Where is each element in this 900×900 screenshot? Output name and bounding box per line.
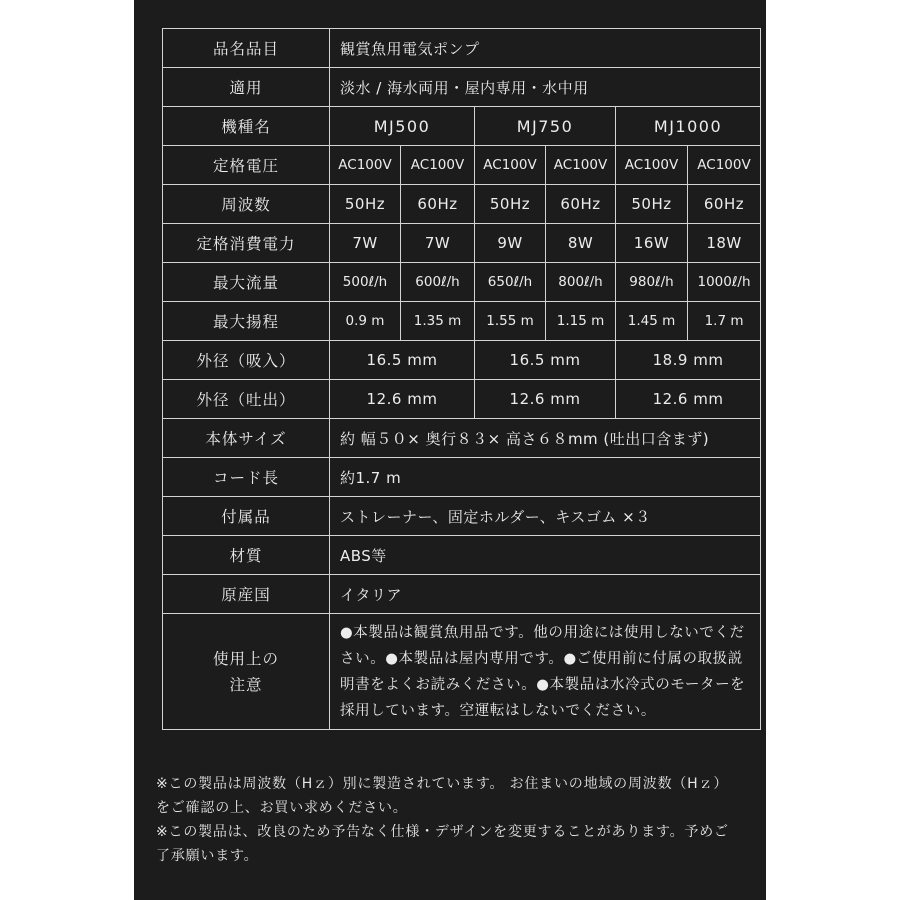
model-name: MJ750 — [475, 107, 616, 146]
max-head-cell: 1.15 m — [546, 302, 616, 341]
row-material — [163, 536, 761, 575]
max-head-cell: 0.9 m — [330, 302, 401, 341]
model-name: MJ500 — [330, 107, 475, 146]
row-usage — [163, 68, 761, 107]
label-max-head: 最大揚程 — [163, 302, 330, 341]
max-flow-cell: 980ℓ/h — [616, 263, 688, 302]
row-outer-diameter-outlet — [163, 380, 761, 419]
value-usage: 淡水 / 海水両用・屋内専用・水中用 — [330, 68, 761, 107]
row-power — [163, 224, 761, 263]
frequency-cell: 60Hz — [546, 185, 616, 224]
max-flow-cell: 500ℓ/h — [330, 263, 401, 302]
label-precautions — [163, 614, 330, 730]
footnotes — [156, 772, 736, 868]
row-body-size — [163, 419, 761, 458]
row-accessories — [163, 497, 761, 536]
power-cell: 7W — [401, 224, 475, 263]
row-origin — [163, 575, 761, 614]
label-frequency: 周波数 — [163, 185, 330, 224]
label-power: 定格消費電力 — [163, 224, 330, 263]
voltage-cell: AC100V — [475, 146, 546, 185]
row-frequency — [163, 185, 761, 224]
max-flow-cell: 1000ℓ/h — [688, 263, 761, 302]
row-precautions — [163, 614, 761, 730]
value-precautions: ●本製品は観賞魚用品です。他の用途には使用しないでください。●本製品は屋内専用です。●ご使用前に付属の取扱説明書をよくお読みください。●本製品は水冷式のモーターを採用しています。空運転はしないでください。 — [330, 614, 761, 730]
max-head-cell: 1.45 m — [616, 302, 688, 341]
max-flow-cell: 650ℓ/h — [475, 263, 546, 302]
label-outer-diameter-intake: 外径（吸入） — [163, 341, 330, 380]
voltage-cell: AC100V — [330, 146, 401, 185]
label-outer-diameter-outlet: 外径（吐出） — [163, 380, 330, 419]
outlet-diameter-cell: 12.6 mm — [330, 380, 475, 419]
spec-sheet-panel — [134, 0, 766, 900]
spec-table — [162, 28, 761, 730]
value-material: ABS等 — [330, 536, 761, 575]
label-cord-length: コード長 — [163, 458, 330, 497]
power-cell: 16W — [616, 224, 688, 263]
row-product-name — [163, 29, 761, 68]
label-models: 機種名 — [163, 107, 330, 146]
power-cell: 18W — [688, 224, 761, 263]
frequency-cell: 50Hz — [475, 185, 546, 224]
value-origin: イタリア — [330, 575, 761, 614]
power-cell: 8W — [546, 224, 616, 263]
power-cell: 7W — [330, 224, 401, 263]
label-max-flow: 最大流量 — [163, 263, 330, 302]
max-flow-cell: 600ℓ/h — [401, 263, 475, 302]
frequency-cell: 60Hz — [401, 185, 475, 224]
frequency-cell: 60Hz — [688, 185, 761, 224]
label-origin: 原産国 — [163, 575, 330, 614]
max-head-cell: 1.55 m — [475, 302, 546, 341]
power-cell: 9W — [475, 224, 546, 263]
outlet-diameter-cell: 12.6 mm — [616, 380, 761, 419]
value-body-size: 約 幅５０× 奥行８３× 高さ６８mm (吐出口含まず) — [330, 419, 761, 458]
max-flow-cell: 800ℓ/h — [546, 263, 616, 302]
row-max-head — [163, 302, 761, 341]
voltage-cell: AC100V — [688, 146, 761, 185]
label-material: 材質 — [163, 536, 330, 575]
label-body-size: 本体サイズ — [163, 419, 330, 458]
voltage-cell: AC100V — [616, 146, 688, 185]
max-head-cell: 1.7 m — [688, 302, 761, 341]
value-cord-length: 約1.7 m — [330, 458, 761, 497]
row-voltage — [163, 146, 761, 185]
value-product-name: 観賞魚用電気ポンプ — [330, 29, 761, 68]
model-name: MJ1000 — [616, 107, 761, 146]
label-usage: 適用 — [163, 68, 330, 107]
label-precautions-line2: 注意 — [229, 675, 263, 694]
voltage-cell: AC100V — [546, 146, 616, 185]
value-accessories: ストレーナー、固定ホルダー、キスゴム ×３ — [330, 497, 761, 536]
row-cord-length — [163, 458, 761, 497]
intake-diameter-cell: 16.5 mm — [475, 341, 616, 380]
voltage-cell: AC100V — [401, 146, 475, 185]
footnote: ※この製品は、改良のため予告なく仕様・デザインを変更することがあります。予めご了承願います。 — [156, 824, 729, 864]
label-accessories: 付属品 — [163, 497, 330, 536]
label-product-name: 品名品目 — [163, 29, 330, 68]
row-models — [163, 107, 761, 146]
frequency-cell: 50Hz — [330, 185, 401, 224]
label-voltage: 定格電圧 — [163, 146, 330, 185]
outlet-diameter-cell: 12.6 mm — [475, 380, 616, 419]
row-outer-diameter-intake — [163, 341, 761, 380]
row-max-flow — [163, 263, 761, 302]
intake-diameter-cell: 16.5 mm — [330, 341, 475, 380]
label-precautions-line1: 使用上の — [212, 649, 279, 668]
footnote: ※この製品は周波数（Hｚ）別に製造されています。 お住まいの地域の周波数（Hｚ）をご確認の上、お買い求めください。 — [156, 776, 729, 816]
max-head-cell: 1.35 m — [401, 302, 475, 341]
intake-diameter-cell: 18.9 mm — [616, 341, 761, 380]
frequency-cell: 50Hz — [616, 185, 688, 224]
